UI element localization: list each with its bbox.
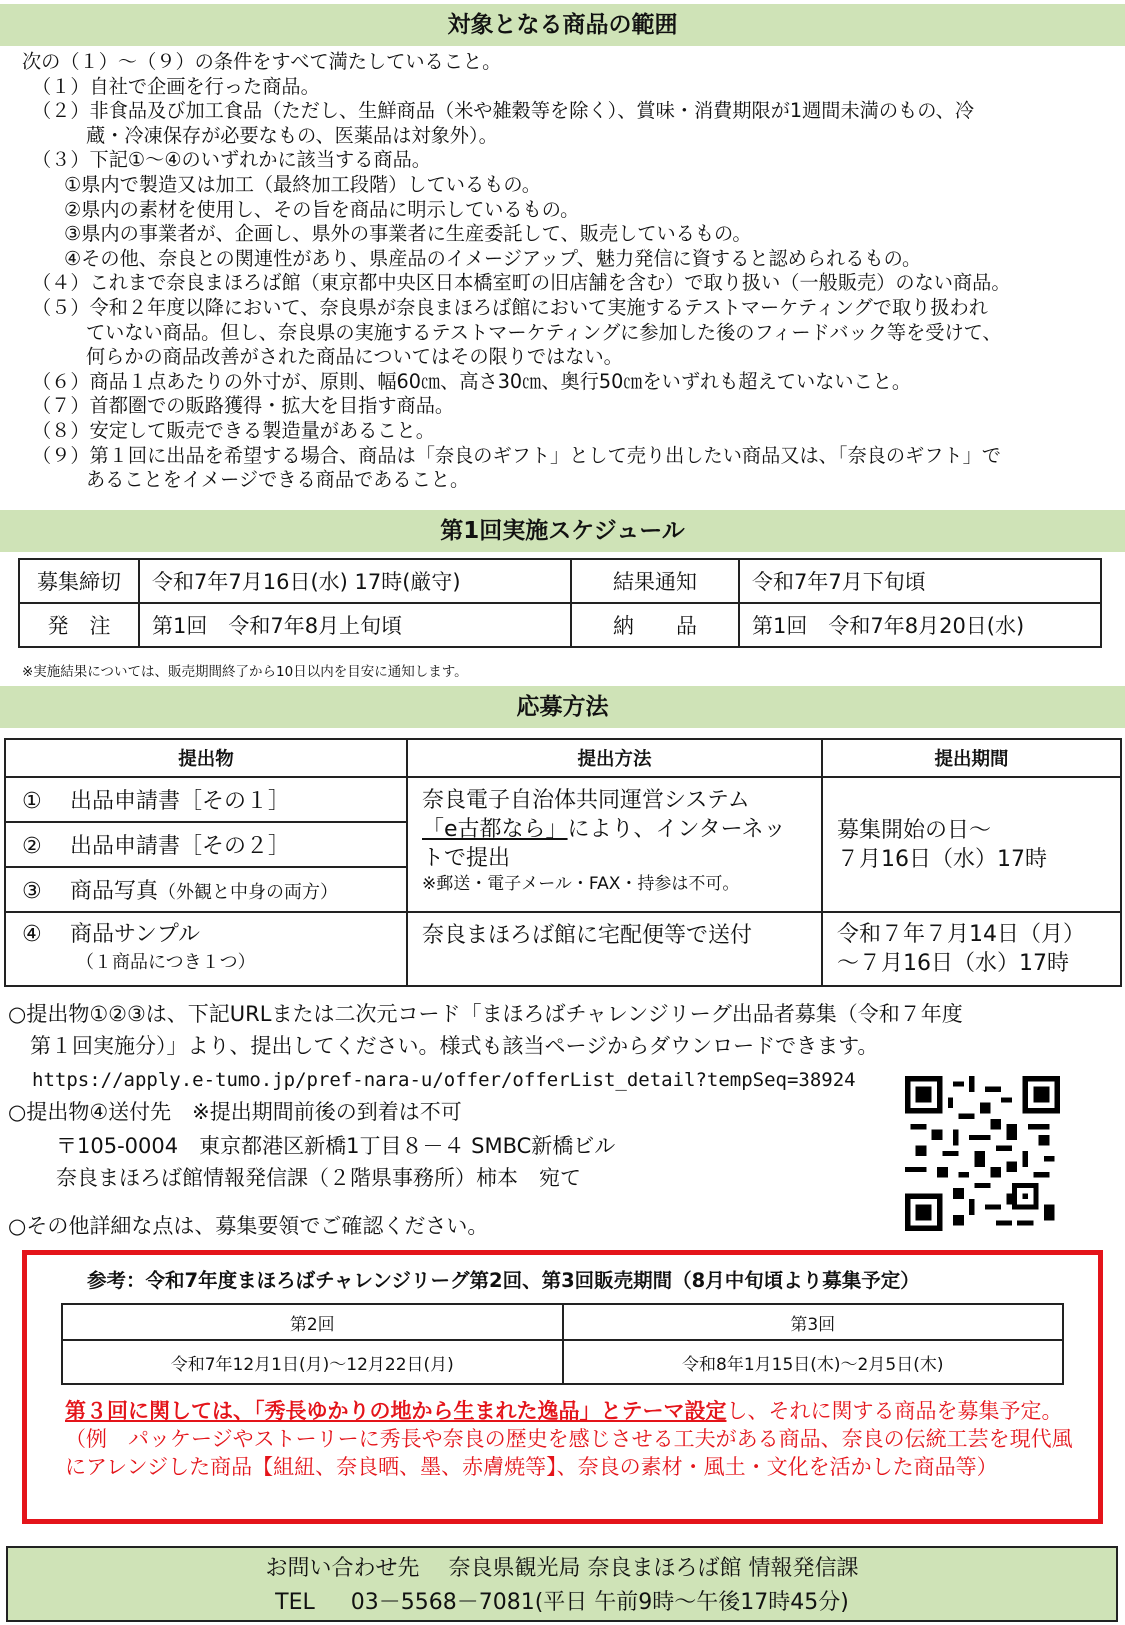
contact-line: お問い合わせ先 奈良県観光局 奈良まほろば館 情報発信課 <box>265 1556 859 1581</box>
info-line: ○提出物④送付先 ※提出期間前後の到着は不可 <box>8 1100 462 1124</box>
condition-line: （９）第１回に出品を希望する場合、商品は「奈良のギフト」として売り出したい商品又は、「奈良のギフト」で <box>32 443 1001 467</box>
application-url[interactable]: https://apply.e-tumo.jp/pref-nara-u/offer/offerList_detail?tempSeq=38924 <box>32 1069 856 1091</box>
table-row <box>5 777 1121 822</box>
column-header: 提出物 <box>5 739 407 777</box>
condition-line: 次の（１）～（９）の条件をすべて満たしていること。 <box>22 50 502 73</box>
condition-line: （８）安定して販売できる製造量があること。 <box>32 418 435 442</box>
condition-line: （６）商品１点あたりの外寸が、原則、幅60㎝、高さ30㎝、奥行50㎝をいずれも超えていないこと。 <box>32 369 912 393</box>
qr-code-icon[interactable] <box>905 1076 1060 1231</box>
condition-line: ③県内の事業者が、企画し、県外の事業者に生産委託して、販売しているもの。 <box>64 222 752 246</box>
round-3-header: 第3回 <box>563 1304 1064 1340</box>
condition-line: （１）自社で企画を行った商品。 <box>32 74 320 98</box>
application-table <box>4 738 1122 987</box>
table-row <box>62 1304 1063 1340</box>
submission-item: ② 出品申請書［その２］ <box>5 822 407 867</box>
condition-line: 何らかの商品改善がされた商品についてはその限りではない。 <box>86 345 623 369</box>
address-line: 〒105-0004 東京都港区新橋1丁目８－４ SMBC新橋ビル <box>56 1134 616 1158</box>
table-row <box>62 1340 1063 1384</box>
schedule-table <box>18 558 1102 648</box>
schedule-value: 令和7年7月下旬頃 <box>739 559 1101 603</box>
schedule-value: 第1回 令和7年8月20日(水) <box>739 603 1101 647</box>
table-header-row <box>5 739 1121 777</box>
table-row <box>19 603 1101 647</box>
submission-item: ① 出品申請書［その１］ <box>5 777 407 822</box>
condition-line: （４）これまで奈良まほろば館（東京都中央区日本橋室町の旧店舗を含む）で取り扱い（一般販売）のない商品。 <box>32 271 1011 295</box>
column-header: 提出方法 <box>407 739 822 777</box>
round-2-header: 第2回 <box>62 1304 563 1340</box>
table-row <box>5 912 1121 986</box>
reference-box <box>22 1250 1103 1524</box>
condition-line: （７）首都圏での販路獲得・拡大を目指す商品。 <box>32 394 455 418</box>
submission-item: ④ 商品サンプル （１商品につき１つ） <box>5 912 407 986</box>
condition-line: （３）下記①～④のいずれかに該当する商品。 <box>32 148 431 172</box>
info-line: ○提出物①②③は、下記URLまたは二次元コード「まほろばチャレンジリーグ出品者募集（令和７年度 <box>8 1002 963 1026</box>
info-line: 第１回実施分）」より、提出してください。様式も該当ページからダウンロードできます。 <box>30 1034 879 1058</box>
contact-phone: TEL 03－5568－7081(平日 午前9時～午後17時45分) <box>275 1590 849 1615</box>
section-title-application: 応募方法 <box>0 686 1125 728</box>
section-title-scope: 対象となる商品の範囲 <box>0 4 1125 46</box>
submission-method-delivery: 奈良まほろば館に宅配便等で送付 <box>407 912 822 986</box>
condition-line: ②県内の素材を使用し、その旨を商品に明示しているもの。 <box>64 197 580 221</box>
condition-line: あることをイメージできる商品であること。 <box>86 468 470 492</box>
round-3-period: 令和8年1月15日(木)～2月5日(木) <box>563 1340 1064 1384</box>
submission-period-2: 令和７年７月14日（月） ～７月16日（水）17時 <box>822 912 1121 986</box>
submission-period-1: 募集開始の日～ ７月16日（水）17時 <box>822 777 1121 912</box>
schedule-label: 納 品 <box>571 603 739 647</box>
schedule-value: 第1回 令和7年8月上旬頃 <box>139 603 571 647</box>
e-kotonara-link[interactable]: 「e古都なら」 <box>422 817 568 842</box>
column-header: 提出期間 <box>822 739 1121 777</box>
condition-line: （５）令和２年度以降において、奈良県が奈良まほろば館において実施するテストマーケティングで取り扱われ <box>32 295 988 319</box>
theme-highlight: 第３回に関しては、「秀長ゆかりの地から生まれた逸品」とテーマ設定 <box>65 1399 727 1423</box>
condition-line: （２）非食品及び加工食品（ただし、生鮮商品（米や雑穀等を除く）、賞味・消費期限が1週間未満のもの、冷 <box>32 99 975 123</box>
condition-line: ①県内で製造又は加工（最終加工段階）しているもの。 <box>64 172 541 196</box>
conditions-list <box>20 50 1115 493</box>
condition-line: 蔵・冷凍保存が必要なもの、医薬品は対象外）。 <box>86 123 498 147</box>
condition-line: ていない商品。但し、奈良県の実施するテストマーケティングに参加した後のフィードバック等を受けて、 <box>86 320 1002 344</box>
reference-title: 参考：令和7年度まほろばチャレンジリーグ第2回、第3回販売期間（8月中旬頃より募集予定） <box>87 1269 920 1292</box>
submission-method-online: 奈良電子自治体共同運営システム 「e古都なら」により、インターネットで提出 ※郵送・電子メール・FAX・持参は不可。 <box>407 777 822 912</box>
schedule-note: ※実施結果については、販売期間終了から10日以内を目安に通知します。 <box>22 664 468 680</box>
schedule-label: 募集締切 <box>19 559 139 603</box>
schedule-label: 結果通知 <box>571 559 739 603</box>
reference-table <box>61 1303 1064 1385</box>
round-2-period: 令和7年12月1日(月)～12月22日(月) <box>62 1340 563 1384</box>
theme-notice: 第３回に関しては、「秀長ゆかりの地から生まれた逸品」とテーマ設定し、それに関する商品を募集予定。（例 パッケージやストーリーに秀長や奈良の歴史を感じさせる工夫がある商品、奈良の伝統工芸を現代風にアレンジした商品【組紐、奈良晒、墨、赤膚焼等】、奈良の素材・風土・文化を活かした商品等） <box>65 1399 1073 1479</box>
schedule-value: 令和7年7月16日(水) 17時(厳守) <box>139 559 571 603</box>
info-line: ○その他詳細な点は、募集要領でご確認ください。 <box>8 1214 489 1238</box>
submission-item: ③ 商品写真（外観と中身の両方） <box>5 867 407 912</box>
contact-footer <box>6 1546 1118 1622</box>
section-title-schedule: 第1回実施スケジュール <box>0 510 1125 552</box>
address-line: 奈良まほろば館情報発信課（２階県事務所）柿本 宛て <box>56 1166 581 1190</box>
method-note: ※郵送・電子メール・FAX・持参は不可。 <box>422 874 740 894</box>
condition-line: ④その他、奈良との関連性があり、県産品のイメージアップ、魅力発信に資すると認められるもの。 <box>64 246 922 270</box>
table-row <box>19 559 1101 603</box>
schedule-label: 発 注 <box>19 603 139 647</box>
